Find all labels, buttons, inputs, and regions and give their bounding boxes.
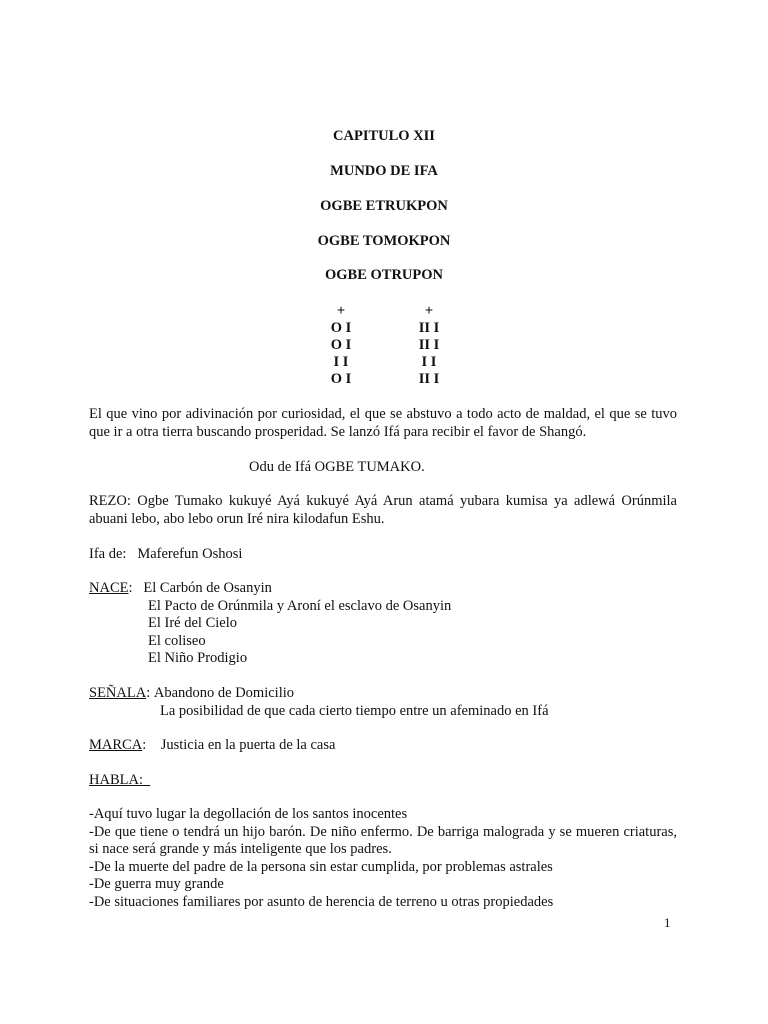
sign-mark: I I [333,354,349,370]
odu-sign-right-column [393,303,465,388]
nace-item: El Niño Prodigio [148,650,248,666]
section-title-mundo: MUNDO DE IFA [330,163,438,179]
rezo-label: REZO: [89,493,131,509]
nace-item: El Iré del Cielo [148,615,237,631]
sign-mark: II I [418,371,440,387]
ifa-de-label: Ifa de: [89,546,127,562]
odu-name-etrukpon: OGBE ETRUKPON [320,198,448,214]
sign-mark: I I [421,354,437,370]
sign-mark: II I [418,320,440,336]
ifa-de-line [89,546,677,564]
odu-sign-left-column [305,303,377,388]
habla-heading [89,772,677,790]
rezo-paragraph [89,493,677,528]
habla-label: HABLA: [89,772,143,788]
sign-mark: + [336,303,346,319]
marca-line: MARCA: Justicia en la puerta de la casa [89,737,336,753]
marca-value: Justicia en la puerta de la casa [160,737,336,753]
ifa-de-value: Maferefun Oshosi [137,546,243,562]
habla-item: -Aquí tuvo lugar la degollación de los santos inocentes [89,806,408,822]
habla-item: -De la muerte del padre de la persona sin estar cumplida, por problemas astrales [89,858,553,875]
rezo-text: Ogbe Tumako kukuyé Ayá kukuyé Ayá Arun atamá yubara kumisa ya adlewá Orúnmila abuani lebo, abo lebo orun Iré nira kilodafun Eshu. [89,493,677,527]
odu-name-otrupon: OGBE OTRUPON [324,267,444,283]
senala-section [89,685,677,720]
intro-paragraph: El que vino por adivinación por curiosidad, el que se abstuvo a todo acto de maldad, el que se tuvo que ir a otra tierra buscando prosperidad. Se lanzó Ifá para recibir el favor de Shangó. [89,406,677,440]
odu-name-tomokpon: OGBE TOMOKPON [317,233,451,249]
marca-label: MARCA [89,737,143,753]
nace-item: El Pacto de Orúnmila y Aroní el esclavo de Osanyin [148,597,452,614]
sign-mark: O I [330,371,352,387]
habla-item: -De guerra muy grande [89,876,224,892]
senala-first-line: SEÑALA: Abandono de Domicilio [89,685,295,701]
page-number: 1 [664,915,671,930]
odu-line: Odu de Ifá OGBE TUMAKO. [249,459,425,475]
senala-item: Abandono de Domicilio [153,685,295,701]
nace-first-line: NACE: El Carbón de Osanyin [89,580,272,596]
sign-mark: O I [330,337,352,353]
habla-item: -De situaciones familiares por asunto de herencia de terreno u otras propiedades [89,893,554,910]
nace-section [89,580,677,668]
nace-label: NACE [89,580,129,596]
chapter-title: CAPITULO XII [333,128,435,144]
habla-item: -De que tiene o tendrá un hijo barón. De niño enfermo. De barriga malograda y se mueren criaturas, si nace será grande y más inteligente que los padres. [89,823,677,857]
senala-label: SEÑALA [89,685,147,701]
habla-list [89,806,677,911]
nace-item: El Carbón de Osanyin [143,580,272,596]
sign-mark: + [424,303,434,319]
senala-item: La posibilidad de que cada cierto tiempo entre un afeminado en Ifá [160,702,549,719]
nace-item: El coliseo [148,632,206,649]
sign-mark: O I [330,320,352,336]
sign-mark: II I [418,337,440,353]
